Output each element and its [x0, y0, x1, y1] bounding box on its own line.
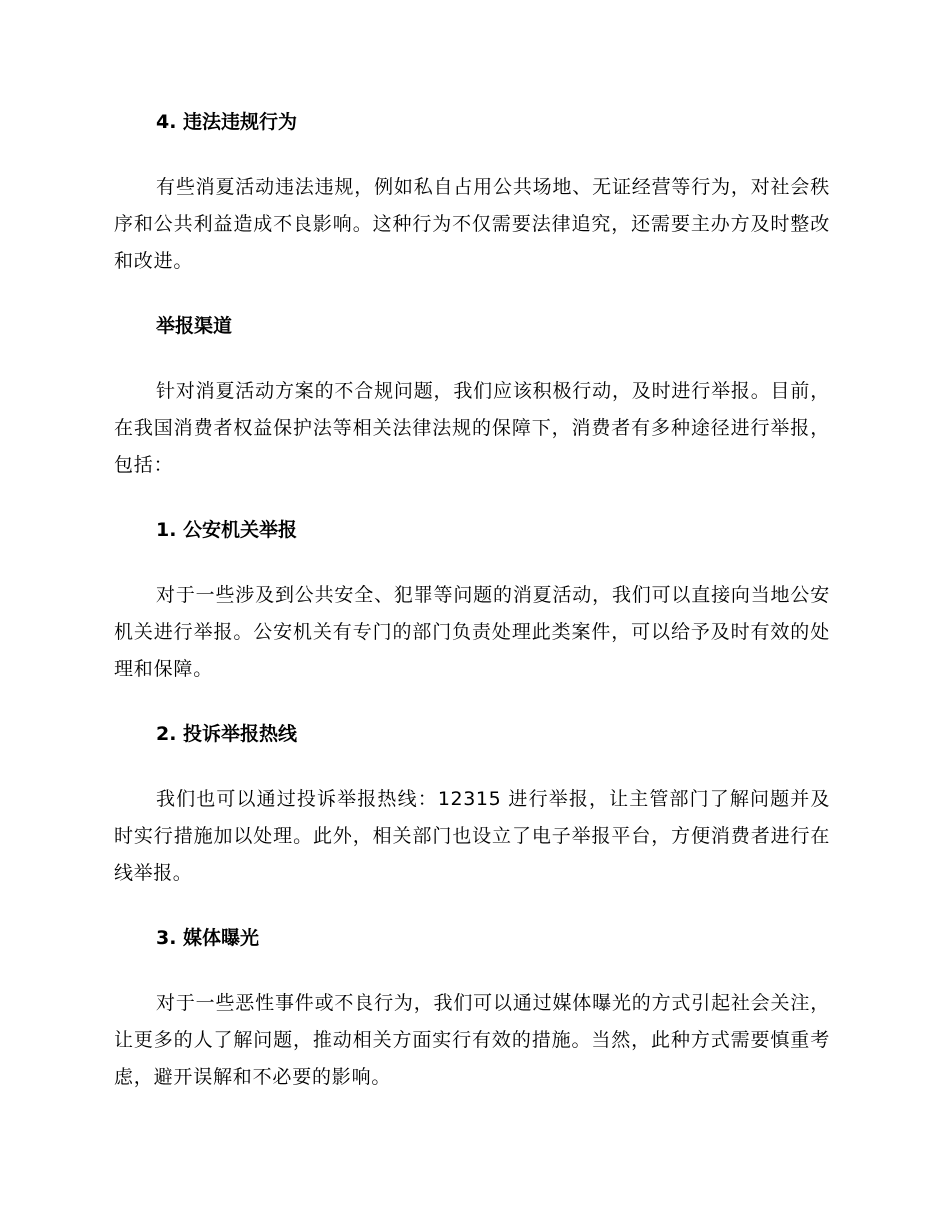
section-heading-police: 1. 公安机关举报	[156, 519, 298, 541]
section-paragraph-hotline: 我们也可以通过投诉举报热线：12315 进行举报，让主管部门了解问题并及时实行措施加以处理。此外，相关部门也设立了电子举报平台，方便消费者进行在线举报。	[114, 788, 830, 884]
section-heading-hotline: 2. 投诉举报热线	[156, 723, 298, 745]
section-paragraph-media: 对于一些恶性事件或不良行为，我们可以通过媒体曝光的方式引起社会关注，让更多的人了解问题，推动相关方面实行有效的措施。当然，此种方式需要慎重考虑，避开误解和不必要的影响。	[114, 992, 830, 1088]
section-heading-report-channels: 举报渠道	[156, 315, 233, 337]
section-heading-violations: 4. 违法违规行为	[156, 111, 298, 133]
section-heading-media: 3. 媒体曝光	[156, 927, 260, 949]
section-paragraph-police: 对于一些涉及到公共安全、犯罪等问题的消夏活动，我们可以直接向当地公安机关进行举报。公安机关有专门的部门负责处理此类案件，可以给予及时有效的处理和保障。	[114, 584, 830, 680]
document-page	[114, 108, 830, 1128]
section-paragraph-violations: 有些消夏活动违法违规，例如私自占用公共场地、无证经营等行为，对社会秩序和公共利益造成不良影响。这种行为不仅需要法律追究，还需要主办方及时整改和改进。	[114, 176, 830, 272]
section-paragraph-report-channels: 针对消夏活动方案的不合规问题，我们应该积极行动，及时进行举报。目前，在我国消费者权益保护法等相关法律法规的保障下，消费者有多种途径进行举报，包括：	[114, 380, 830, 476]
